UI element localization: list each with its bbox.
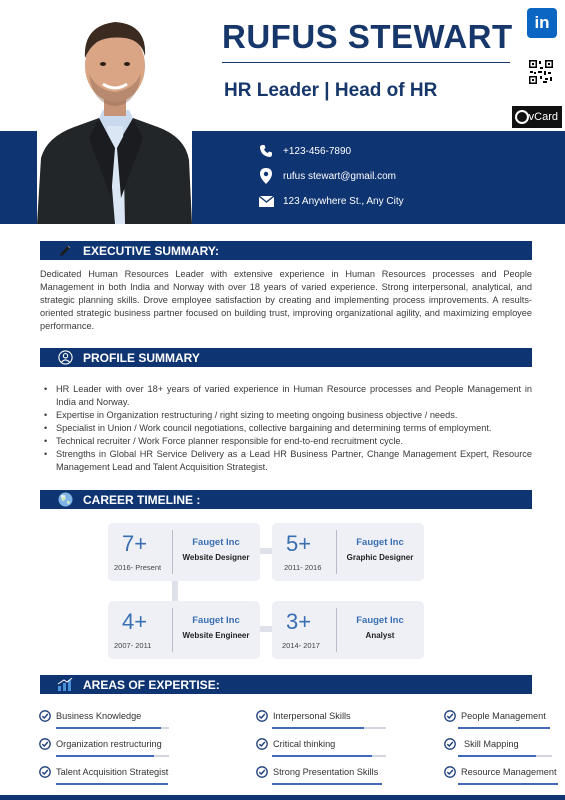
expertise-item (444, 766, 557, 778)
timeline-date-range: 2014- 2017 (282, 641, 320, 650)
envelope-icon (258, 193, 274, 209)
expertise-label: Resource Management (461, 767, 557, 777)
expertise-label: Interpersonal Skills (273, 711, 351, 721)
skill-bar-track (161, 727, 169, 729)
timeline-company: Fauget Inc (192, 537, 240, 548)
timeline-company: Fauget Inc (356, 615, 404, 626)
globe-icon (57, 492, 73, 508)
expertise-label: Organization restructuring (56, 739, 162, 749)
skill-bar (272, 755, 372, 757)
check-circle-icon (256, 766, 268, 778)
vcard-button[interactable] (512, 106, 562, 128)
vcard-logo-icon (515, 110, 529, 124)
check-circle-icon (444, 766, 456, 778)
timeline-card (108, 523, 260, 581)
email-text: rufus stewart@gmail.com (283, 170, 396, 182)
expertise-item (256, 710, 351, 722)
list-item: • HR Leader with over 18+ years of varied experience in Human Resource processes and People Management in India and Norway. (40, 383, 532, 409)
user-icon (57, 350, 73, 366)
skill-bar-track (536, 755, 552, 757)
check-circle-icon (256, 738, 268, 750)
timeline-role: Analyst (365, 631, 395, 640)
check-circle-icon (444, 738, 456, 750)
profile-summary-list (40, 383, 532, 474)
location-pin-icon (258, 168, 274, 184)
timeline-date-range: 2016- Present (114, 563, 162, 572)
areas-of-expertise-heading (40, 675, 532, 694)
expertise-label: People Management (461, 711, 546, 721)
profile-photo (37, 8, 192, 224)
skill-bar (272, 727, 364, 729)
expertise-item (256, 738, 335, 750)
job-title: HR Leader | Head of HR (224, 80, 438, 101)
phone-text: +123-456-7890 (283, 145, 352, 157)
timeline-role: Website Engineer (182, 631, 250, 640)
skill-bar-track (154, 755, 169, 757)
expertise-label: Talent Acquisition Strategist (56, 767, 169, 777)
contact-phone[interactable] (258, 143, 351, 159)
expertise-item (39, 710, 141, 722)
check-circle-icon (39, 710, 51, 722)
areas-of-expertise-title: AREAS OF EXPERTISE: (83, 677, 220, 692)
skill-bar (458, 727, 550, 729)
pen-icon (57, 243, 73, 259)
address-text: 123 Anywhere St., Any City (283, 195, 404, 207)
linkedin-icon[interactable]: in (527, 8, 557, 38)
timeline-date-range: 2011- 2016 (284, 563, 322, 572)
executive-summary-title: EXECUTIVE SUMMARY: (83, 243, 220, 258)
timeline-connector (258, 548, 272, 554)
expertise-label: Critical thinking (273, 739, 336, 749)
expertise-item (444, 738, 519, 750)
list-item: • Strengths in Global HR Service Delivery as a Lead HR Business Partner, Change Management Expert, Resource Management Lead and Talent Acquisition Strategist. (40, 448, 532, 474)
check-circle-icon (444, 710, 456, 722)
skill-bar (56, 727, 161, 729)
list-item: • Technical recruiter / Work Force planner responsible for end-to-end recruitment cycle. (40, 435, 532, 448)
expertise-item (39, 738, 162, 750)
expertise-label: Strong Presentation Skills (273, 767, 379, 777)
footer-bar (0, 795, 565, 800)
executive-summary-heading (40, 241, 532, 260)
career-timeline-heading (40, 490, 532, 509)
expertise-item (256, 766, 378, 778)
qr-code-icon (528, 59, 554, 85)
expertise-item (39, 766, 168, 778)
vcard-label: vCard (528, 111, 558, 123)
timeline-company: Fauget Inc (356, 537, 404, 548)
timeline-years-count: 4+ (122, 609, 148, 634)
career-timeline-title: CAREER TIMELINE : (83, 492, 201, 507)
timeline-card (272, 601, 424, 659)
expertise-label: Business Knowledge (56, 711, 142, 721)
list-item: • Expertise in Organization restructuring / right sizing to meeting ongoing business objective / needs. (40, 409, 532, 422)
profile-summary-title: PROFILE SUMMARY (83, 350, 200, 365)
timeline-role: Graphic Designer (346, 553, 414, 562)
timeline-role: Website Designer (182, 553, 250, 562)
check-circle-icon (39, 766, 51, 778)
check-circle-icon (256, 710, 268, 722)
skill-bar-track (372, 755, 386, 757)
check-circle-icon (39, 738, 51, 750)
timeline-connector (258, 626, 272, 632)
timeline-years-count: 3+ (286, 609, 312, 634)
expertise-label: Skill Mapping (464, 739, 519, 749)
list-item: • Specialist in Union / Work council negotiations, collective bargaining and determining terms of employment. (40, 422, 532, 435)
skill-bar (56, 783, 168, 785)
timeline-company: Fauget Inc (192, 615, 240, 626)
contact-email[interactable] (258, 168, 396, 184)
timeline-years-count: 5+ (286, 531, 312, 556)
growth-chart-icon (57, 677, 73, 693)
skill-bar (458, 783, 558, 785)
timeline-card (272, 523, 424, 581)
timeline-years-count: 7+ (122, 531, 148, 556)
executive-summary-text: Dedicated Human Resources Leader with extensive experience in Human Resources processes and People Management in both India and Norway with over 18 years of varied experience. Strong interpersonal, analytical, and strategic planning skills. Drove employee satisfaction by creating and implementing process improvements. A results-oriented strategic business partner focused on building trust, improving organizational agility, and maximizing employee performance. (40, 269, 532, 331)
skill-bar (56, 755, 154, 757)
phone-icon (258, 143, 274, 159)
timeline-card (108, 601, 260, 659)
name-divider (222, 62, 510, 63)
profile-summary-heading (40, 348, 532, 367)
skill-bar-track (364, 727, 386, 729)
timeline-date-range: 2007- 2011 (114, 641, 152, 650)
contact-address (258, 193, 404, 209)
expertise-item (444, 710, 546, 722)
candidate-name: RUFUS STEWART (222, 18, 513, 55)
skill-bar (272, 783, 382, 785)
skill-bar (458, 755, 536, 757)
